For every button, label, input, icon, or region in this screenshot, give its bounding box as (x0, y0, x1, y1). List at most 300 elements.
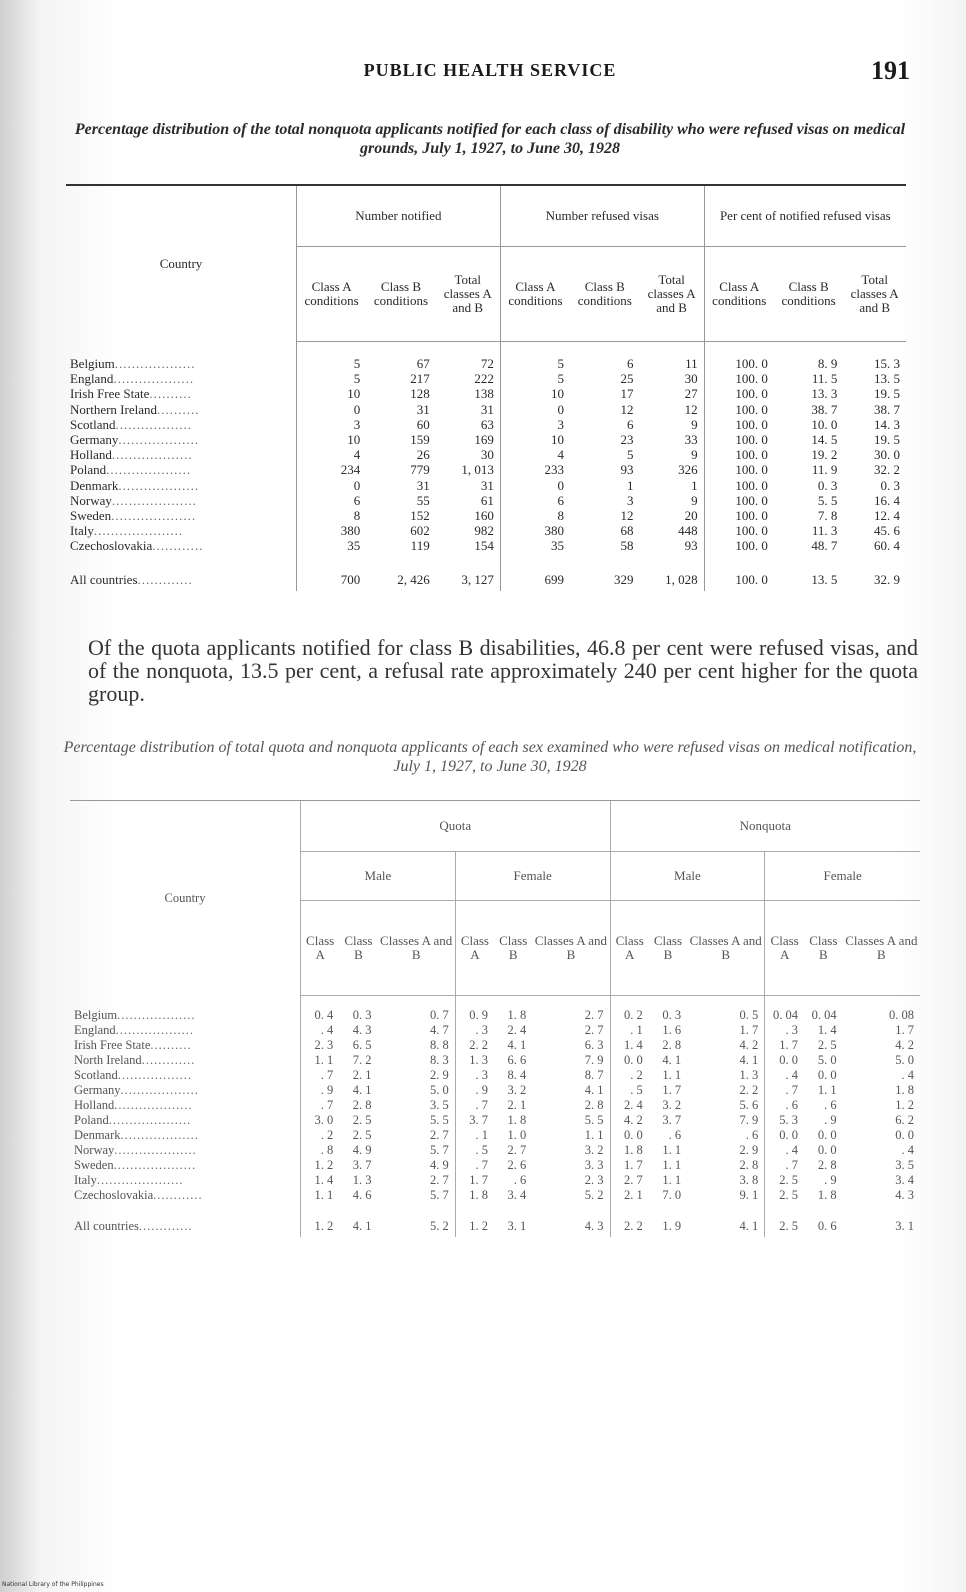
table2-value-cell: 1. 9 (662, 1218, 682, 1233)
table2-value-cell: 2. 9 (430, 1068, 449, 1082)
table1-value-cell: 0 (500, 478, 570, 493)
table1-value-cell: 14. 5 (811, 432, 838, 448)
table2-value-cell: . 2 (301, 1128, 340, 1143)
country-name: England (70, 371, 114, 387)
table2-value-cell: 0. 7 (430, 1008, 449, 1022)
table1-value-cell: 20 (684, 507, 698, 523)
table2-value-cell: 1. 2 (895, 1098, 914, 1112)
table2-value-cell: 1. 1 (817, 1083, 837, 1097)
table1-value-cell: 38. 7 (874, 401, 900, 417)
table2-value-cell: 4. 1 (352, 1218, 372, 1233)
table1-country-cell (66, 462, 297, 477)
country-name: Czechoslovakia (74, 1188, 154, 1202)
leader-dots: ............ (153, 1188, 203, 1202)
table2-value-cell: 6. 3 (584, 1038, 604, 1052)
table2-value-cell: . 3 (455, 1023, 494, 1038)
table2-value-cell: 1. 3 (739, 1068, 759, 1082)
table2-value-cell: 5. 6 (739, 1098, 759, 1112)
table1-country-cell (66, 417, 297, 432)
table1-row (66, 432, 906, 447)
table2-value-cell: 2. 1 (352, 1068, 372, 1082)
table2-country-cell (70, 1083, 301, 1098)
table2-total-row (70, 1203, 920, 1237)
table1-value-cell: 7. 8 (817, 507, 838, 523)
table1-value-cell: 10 (500, 432, 570, 447)
table1-value-cell: 5 (500, 371, 570, 386)
table1-value-cell: 5 (297, 342, 367, 372)
table2-value-cell: 3. 8 (739, 1173, 759, 1187)
table1-value-cell: 100. 0 (704, 371, 774, 386)
leader-dots: ................... (120, 1128, 199, 1142)
table1-row (66, 538, 906, 553)
table1-value-cell: 0 (500, 402, 570, 417)
leader-dots: ..................... (93, 523, 184, 539)
table2-group-header: Nonquota (610, 801, 920, 852)
table2-value-cell: 1. 4 (610, 1038, 649, 1053)
table2-value-cell: . 9 (301, 1083, 340, 1098)
table2-value-cell: 2. 7 (584, 1008, 604, 1022)
table1-value-cell: 12. 4 (874, 507, 900, 523)
table2-value-cell: 1. 2 (301, 1158, 340, 1173)
table1-row (66, 447, 906, 462)
table1-column-header: Total classes A and B (640, 247, 705, 342)
table2-value-cell: 4. 9 (352, 1143, 372, 1157)
table1-value-cell: 9 (691, 492, 698, 508)
table1-value-cell: 10. 0 (811, 416, 838, 432)
table2-value-cell: 4. 1 (739, 1053, 759, 1067)
table1-country-cell (66, 386, 297, 401)
leader-dots: .................... (108, 1113, 192, 1127)
table1-value-cell: 380 (500, 523, 570, 538)
table1-value-cell: 159 (410, 432, 430, 448)
country-name: All countries (74, 1218, 139, 1233)
table1-value-cell: 779 (410, 462, 430, 478)
table1-value-cell: 32. 9 (874, 571, 900, 587)
table2-value-cell: 4. 9 (430, 1158, 449, 1172)
table1-country-cell (66, 432, 297, 447)
table2-value-cell: 1. 8 (895, 1083, 914, 1097)
table2-row (70, 1083, 920, 1098)
table2-row (70, 1173, 920, 1188)
table1-column-header: Total classes A and B (436, 247, 501, 342)
table1-value-cell: 100. 0 (704, 402, 774, 417)
table2-value-cell: 0. 4 (301, 996, 340, 1024)
table2-value-cell: 1. 7 (765, 1038, 804, 1053)
table1-value-cell: 152 (410, 507, 430, 523)
table1-value-cell: 31 (416, 477, 430, 493)
table1-country-cell (66, 538, 297, 553)
table2-value-cell: 1. 8 (455, 1188, 494, 1203)
table2-value-cell: 2. 5 (765, 1173, 804, 1188)
table2-value-cell: 2. 5 (352, 1113, 372, 1127)
table1-value-cell: 3, 127 (461, 571, 494, 587)
table2-row (70, 1098, 920, 1113)
table2-value-cell: 8. 7 (584, 1068, 604, 1082)
running-head: PUBLIC HEALTH SERVICE (363, 60, 617, 80)
country-name: Northern Ireland (70, 401, 157, 417)
table1-row (66, 508, 906, 523)
table1-value-cell: 15. 3 (874, 356, 900, 372)
table2-value-cell: 2. 2 (610, 1203, 649, 1237)
table2-row (70, 1143, 920, 1158)
table1-value-cell: 19. 5 (874, 386, 900, 402)
table1-value-cell: 13. 5 (874, 371, 900, 387)
table2-value-cell: 1. 1 (662, 1173, 682, 1187)
table2-value-cell: 3. 1 (895, 1218, 914, 1233)
table2-value-cell: 2. 9 (739, 1143, 759, 1157)
table1-value-cell: 982 (474, 523, 494, 539)
table2-value-cell: . 1 (610, 1023, 649, 1038)
table1-value-cell: 222 (474, 371, 494, 387)
table2-value-cell: . 3 (765, 1023, 804, 1038)
table1-column-header: Total classes A and B (843, 247, 906, 342)
table2-value-cell: . 8 (301, 1143, 340, 1158)
table2-value-cell: 3. 2 (507, 1083, 527, 1097)
table1-value-cell: 72 (480, 356, 494, 372)
country-name: Norway (70, 492, 112, 508)
page-number: 191 (871, 56, 910, 85)
table2-row (70, 1188, 920, 1203)
country-name: Belgium (74, 1007, 118, 1022)
table2-value-cell: 1. 3 (455, 1053, 494, 1068)
table2-value-cell: 3. 3 (584, 1158, 604, 1172)
table2-value-cell: 3. 5 (895, 1158, 914, 1172)
table2-caption: Percentage distribution of total quota and nonquota applicants of each sex examined who were refused visas on medical notification, July 1, 1927, to June 30, 1928 (63, 739, 917, 775)
table1-value-cell: 8 (500, 508, 570, 523)
table1-value-cell: 68 (620, 523, 634, 539)
table1-value-cell: 23 (620, 432, 634, 448)
table2-value-cell: 4. 1 (662, 1053, 682, 1067)
table2-value-cell: 2. 8 (739, 1158, 759, 1172)
table1-value-cell: 8. 9 (817, 356, 838, 372)
table2-column-header: Classes A and B (687, 901, 765, 996)
table1-group-header: Number refused visas (500, 185, 704, 247)
table2-value-cell: 6. 5 (352, 1038, 372, 1052)
table2-value-cell: 3. 7 (455, 1113, 494, 1128)
table1-value-cell: 6 (627, 356, 634, 372)
table1-value-cell: 5 (500, 342, 570, 372)
table1-value-cell: 11 (685, 356, 698, 372)
country-name: Italy (70, 523, 94, 539)
page-header (60, 56, 920, 90)
table1-value-cell: 63 (480, 416, 494, 432)
table2-value-cell: 2. 8 (817, 1158, 837, 1172)
table2-value-cell: 9. 1 (739, 1188, 759, 1202)
table2-value-cell: 1. 1 (662, 1068, 682, 1082)
table1-country-cell (66, 342, 297, 372)
table1-column-header: Class B conditions (774, 247, 843, 342)
leader-dots: ................... (113, 371, 195, 387)
table2-value-cell: 8. 3 (430, 1053, 449, 1067)
table2-value-cell: 2. 2 (455, 1038, 494, 1053)
table2-value-cell: . 4 (301, 1023, 340, 1038)
table1-column-header: Class B conditions (366, 247, 435, 342)
country-name: Norway (74, 1143, 115, 1157)
table1-value-cell: 60 (416, 416, 430, 432)
table2-value-cell: 2. 5 (765, 1188, 804, 1203)
table1-value-cell: 10 (297, 386, 367, 401)
table1-row (66, 478, 906, 493)
table1-total-row (66, 553, 906, 591)
country-name: Scotland (74, 1068, 118, 1082)
table2-value-cell: . 6 (668, 1128, 682, 1142)
table2-value-cell: . 7 (765, 1083, 804, 1098)
table2-row (70, 1068, 920, 1083)
table1-country-cell (66, 478, 297, 493)
table2-value-cell: 5. 5 (584, 1113, 604, 1127)
country-name: All countries (70, 571, 138, 587)
leader-dots: .......... (157, 401, 200, 417)
table2-country-cell (70, 1068, 301, 1083)
table2-value-cell: 4. 7 (430, 1023, 449, 1037)
country-name: North Ireland (74, 1053, 142, 1067)
table1-column-header: Class A conditions (704, 247, 774, 342)
leader-dots: ..................... (96, 1173, 184, 1187)
table2-value-cell: 2. 3 (584, 1173, 604, 1187)
table1-value-cell: 12 (620, 401, 634, 417)
table2-value-cell: 2. 5 (765, 1203, 804, 1237)
table2-column-header: Class B (494, 901, 532, 996)
table2-column-header: Classes A and B (532, 901, 610, 996)
table2-value-cell: 5. 7 (430, 1188, 449, 1202)
table1-value-cell: 6 (627, 416, 634, 432)
table2-value-cell: 7. 2 (352, 1053, 372, 1067)
table2-value-cell: 4. 2 (610, 1113, 649, 1128)
table1-country-header: Country (66, 185, 297, 342)
country-name: Holland (74, 1098, 115, 1112)
table1-value-cell: 30 (480, 447, 494, 463)
leader-dots: ............. (137, 571, 193, 587)
table2-value-cell: 3. 4 (507, 1188, 527, 1202)
table1-value-cell: 602 (410, 523, 430, 539)
table1-value-cell: 13. 5 (811, 571, 838, 587)
table1-country-cell (66, 508, 297, 523)
table1-group-header: Per cent of notified refused visas (704, 185, 906, 247)
table2-value-cell: 1. 6 (662, 1023, 682, 1037)
country-name: Irish Free State (74, 1038, 151, 1052)
table1-value-cell: 55 (416, 492, 430, 508)
table1-country-cell (66, 553, 297, 591)
table2-value-cell: 1. 7 (610, 1158, 649, 1173)
table2-value-cell: 4. 6 (352, 1188, 372, 1202)
country-name: Czechoslovakia (70, 538, 153, 554)
table1-row (66, 402, 906, 417)
country-name: Denmark (70, 477, 119, 493)
table1-value-cell: 31 (480, 401, 494, 417)
leader-dots: ............. (138, 1218, 193, 1233)
table2-value-cell: . 7 (455, 1098, 494, 1113)
leader-dots: .......... (149, 386, 192, 402)
table2-value-cell: 4. 3 (584, 1218, 604, 1233)
table2-value-cell: 3. 1 (507, 1218, 527, 1233)
table2-value-cell: 3. 7 (352, 1158, 372, 1172)
table1-value-cell: 60. 4 (874, 538, 900, 554)
table1-value-cell: 380 (297, 523, 367, 538)
leader-dots: ................... (114, 355, 196, 371)
table2-value-cell: 1. 1 (584, 1128, 604, 1142)
table2-value-cell: 1. 0 (507, 1128, 527, 1142)
table2-value-cell: 4. 3 (895, 1188, 914, 1202)
table2-value-cell: 1. 4 (817, 1023, 837, 1037)
table1-value-cell: 12 (684, 401, 698, 417)
table2-value-cell: 4. 2 (739, 1038, 759, 1052)
table2-value-cell: 2. 7 (430, 1173, 449, 1187)
table1-value-cell: 128 (410, 386, 430, 402)
country-name: Poland (74, 1113, 109, 1127)
table2-country-cell (70, 1098, 301, 1113)
table2-value-cell: 0. 0 (610, 1053, 649, 1068)
table2-column-header: Class B (804, 901, 843, 996)
table1-value-cell: 1, 013 (461, 462, 494, 478)
leader-dots: ................... (120, 1083, 199, 1097)
table1-value-cell: 58 (620, 538, 634, 554)
table1-value-cell: 100. 0 (704, 447, 774, 462)
table2-value-cell: 0. 0 (765, 1128, 804, 1143)
leader-dots: .................. (117, 1068, 192, 1082)
table2-value-cell: 2. 1 (610, 1188, 649, 1203)
table1-value-cell: 329 (614, 571, 634, 587)
table1-value-cell: 0 (297, 478, 367, 493)
table1-country-cell (66, 402, 297, 417)
table2-value-cell: 1. 1 (301, 1188, 340, 1203)
table2-column-header: Class A (610, 901, 649, 996)
table1-value-cell: 19. 5 (874, 432, 900, 448)
table2-value-cell: 7. 0 (662, 1188, 682, 1202)
table1-value-cell: 100. 0 (704, 538, 774, 553)
table2-value-cell: . 6 (745, 1128, 759, 1142)
table1-value-cell: 100. 0 (704, 432, 774, 447)
table1-value-cell: 100. 0 (704, 342, 774, 372)
table1-value-cell: 233 (500, 462, 570, 477)
table2-value-cell: 0. 0 (817, 1068, 837, 1082)
table2-value-cell: 1. 7 (455, 1173, 494, 1188)
table2-country-cell (70, 1053, 301, 1068)
table1-value-cell: 3 (627, 492, 634, 508)
country-name: Denmark (74, 1128, 121, 1142)
table1-value-cell: 9 (691, 447, 698, 463)
table2-value-cell: 0. 04 (811, 1008, 837, 1022)
country-name: Poland (70, 462, 107, 478)
table2-country-cell (70, 1023, 301, 1038)
leader-dots: ................... (111, 447, 193, 463)
table2-value-cell: . 5 (610, 1083, 649, 1098)
table2-value-cell: . 2 (610, 1068, 649, 1083)
country-name: England (74, 1023, 116, 1037)
table2-value-cell: 6. 2 (895, 1113, 914, 1127)
table2-value-cell: 0. 5 (739, 1008, 759, 1022)
table2-value-cell: . 4 (901, 1068, 914, 1082)
table2-country-cell (70, 1143, 301, 1158)
table1-value-cell: 33 (684, 432, 698, 448)
country-name: Sweden (74, 1158, 114, 1172)
table2-value-cell: 1. 3 (352, 1173, 372, 1187)
table2-subgroup-header: Male (301, 852, 456, 901)
table2-column-header: Classes A and B (843, 901, 920, 996)
table2-value-cell: 0. 0 (817, 1128, 837, 1142)
table2-value-cell: 5. 7 (430, 1143, 449, 1157)
table1-value-cell: 119 (410, 538, 430, 554)
table1-country-cell (66, 493, 297, 508)
leader-dots: .................... (106, 462, 192, 478)
table2-value-cell: 4. 2 (895, 1038, 914, 1052)
table2-value-cell: 5. 3 (765, 1113, 804, 1128)
table2-value-cell: . 7 (765, 1158, 804, 1173)
table2-country-cell (70, 1188, 301, 1203)
table2-value-cell: 0. 0 (895, 1128, 914, 1142)
leader-dots: ................... (117, 1007, 196, 1022)
table1-refusal-by-class (66, 184, 906, 591)
table2-value-cell: 8. 8 (430, 1038, 449, 1052)
table1-value-cell: 67 (416, 356, 430, 372)
table2-row (70, 1128, 920, 1143)
table2-value-cell: . 9 (824, 1113, 837, 1127)
table2-value-cell: . 3 (455, 1068, 494, 1083)
table2-value-cell: 7. 9 (584, 1053, 604, 1067)
table1-value-cell: 32. 2 (874, 462, 900, 478)
table2-row (70, 1053, 920, 1068)
table1-row (66, 493, 906, 508)
table2-value-cell: . 9 (455, 1083, 494, 1098)
leader-dots: .................... (114, 1143, 197, 1157)
table2-value-cell: 1. 2 (455, 1203, 494, 1237)
table1-row (66, 342, 906, 372)
table2-value-cell: 0. 3 (352, 1008, 372, 1022)
table1-value-cell: 5 (627, 447, 634, 463)
table2-value-cell: 0. 0 (765, 1053, 804, 1068)
table2-value-cell: 3. 0 (301, 1113, 340, 1128)
table2-value-cell: 2. 2 (739, 1083, 759, 1097)
table2-value-cell: . 6 (824, 1098, 837, 1112)
table2-subgroup-header: Male (610, 852, 765, 901)
table2-value-cell: 2. 7 (584, 1023, 604, 1037)
table2-value-cell: 1. 2 (301, 1203, 340, 1237)
table1-value-cell: 11. 3 (811, 523, 838, 539)
table2-value-cell: 3. 4 (895, 1173, 914, 1187)
table1-value-cell: 38. 7 (811, 401, 838, 417)
table1-value-cell: 6 (297, 493, 367, 508)
table2-value-cell: . 1 (455, 1128, 494, 1143)
leader-dots: .................... (111, 492, 197, 508)
table2-row (70, 1038, 920, 1053)
table2-value-cell: 1. 1 (662, 1158, 682, 1172)
leader-dots: ................... (118, 477, 200, 493)
table2-value-cell: . 6 (513, 1173, 527, 1187)
table1-value-cell: 169 (474, 432, 494, 448)
table1-value-cell: 30. 0 (874, 447, 900, 463)
table2-value-cell: 2. 8 (584, 1098, 604, 1112)
table2-country-header: Country (70, 801, 301, 996)
table2-value-cell: 1. 8 (507, 1008, 527, 1022)
table1-value-cell: 25 (620, 371, 634, 387)
table2-value-cell: 2. 5 (352, 1128, 372, 1142)
table1-value-cell: 19. 2 (811, 447, 838, 463)
table1-value-cell: 11. 5 (811, 371, 838, 387)
table2-column-header: Class A (301, 901, 340, 996)
table2-value-cell: 5. 2 (584, 1188, 604, 1202)
table2-value-cell: 0. 9 (455, 996, 494, 1024)
table2-value-cell: 2. 6 (507, 1158, 527, 1172)
leader-dots: ................... (118, 432, 200, 448)
table2-value-cell: 2. 7 (610, 1173, 649, 1188)
table2-value-cell: 3. 2 (662, 1098, 682, 1112)
table2-country-cell (70, 1113, 301, 1128)
table1-value-cell: 4 (500, 447, 570, 462)
table1-value-cell: 3 (500, 417, 570, 432)
table1-value-cell: 11. 9 (811, 462, 838, 478)
table1-value-cell: 45. 6 (874, 523, 900, 539)
country-name: Sweden (70, 507, 112, 523)
table2-value-cell: 1. 8 (610, 1143, 649, 1158)
